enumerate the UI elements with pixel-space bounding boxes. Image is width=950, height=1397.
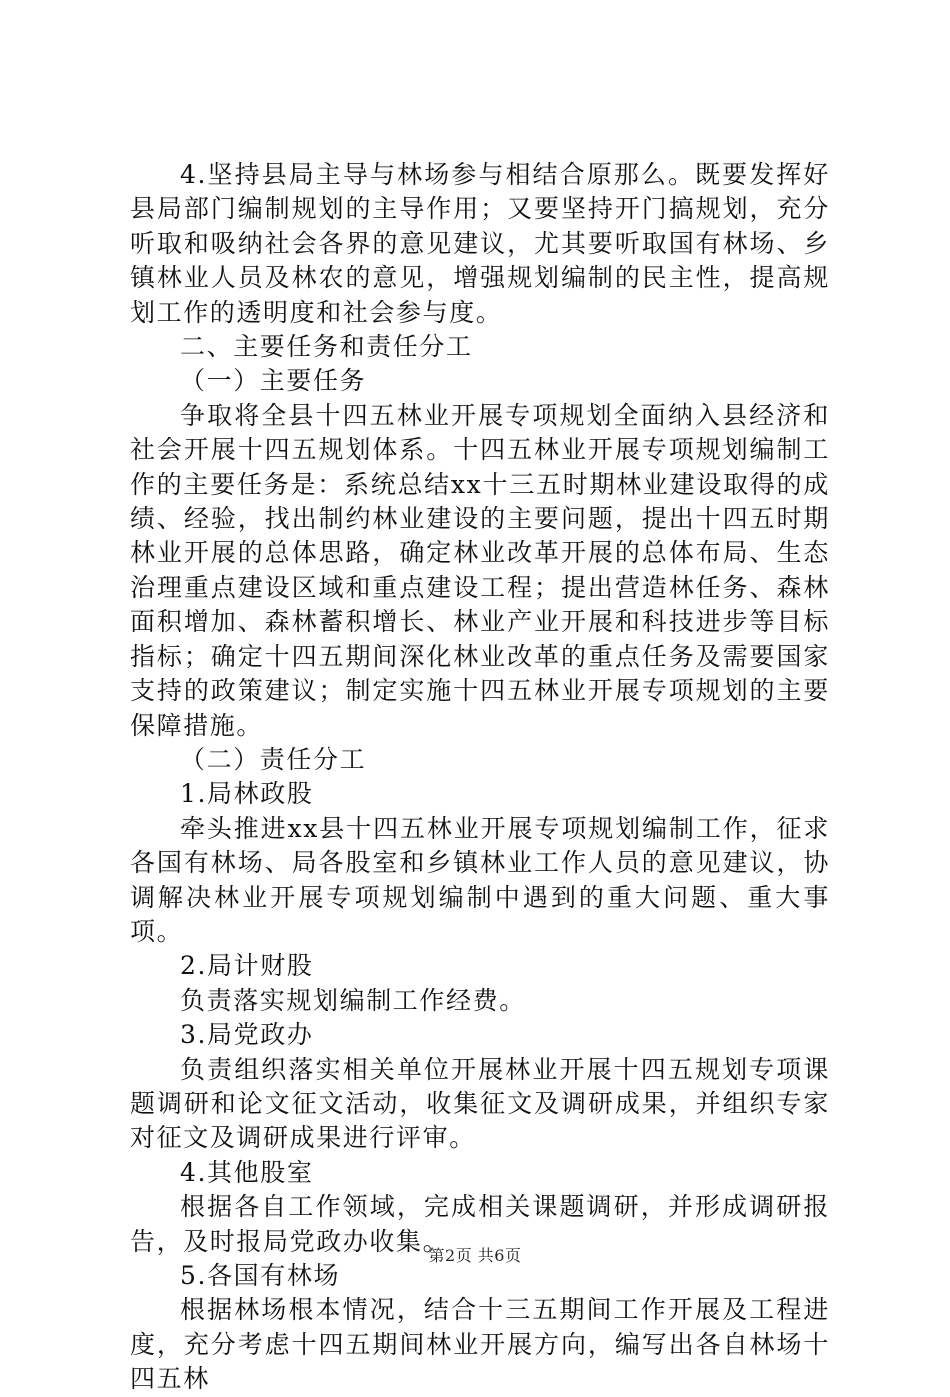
section-heading-2: 二、主要任务和责任分工: [180, 332, 473, 362]
item-body-3: 负责组织落实相关单位开展林业开展十四五规划专项课题调研和论文征文活动，收集征文及调研成果，并组织专家对征文及调研成果进行评审。: [130, 1054, 830, 1153]
item-body-4: 根据各自工作领域，完成相关课题调研，并形成调研报告，及时报局党政办收集。: [130, 1192, 830, 1256]
subheading-responsibility: （二）责任分工: [180, 744, 367, 774]
item-heading-1: 1.局林政股: [180, 779, 314, 809]
page-footer: 第2页 共6页: [428, 1246, 522, 1265]
item-heading-3: 3.局党政办: [180, 1020, 314, 1050]
item-body-5: 根据林场根本情况，结合十三五期间工作开展及工程进度，充分考虑十四五期间林业开展方向，编写出各自林场十四五林: [130, 1295, 830, 1394]
document-body: [130, 158, 830, 1397]
item-heading-2: 2.局计财股: [180, 951, 314, 981]
item-body-2: 负责落实规划编制工作经费。: [180, 985, 526, 1015]
paragraph-principle-4: 4.坚持县局主导与林场参与相结合原那么。既要发挥好县局部门编制规划的主导作用；又要坚持开门搞规划，充分听取和吸纳社会各界的意见建议，尤其要听取国有林场、乡镇林业人员及林农的意见，增强规划编制的民主性，提高规划工作的透明度和社会参与度。: [130, 160, 830, 327]
item-heading-5: 5.各国有林场: [180, 1261, 341, 1290]
item-body-1: 牵头推进xx县十四五林业开展专项规划编制工作，征求各国有林场、局各股室和乡镇林业工作人员的意见建议，协调解决林业开展专项规划编制中遇到的重大问题、重大事项。: [130, 813, 830, 946]
subheading-main-tasks: （一）主要任务: [180, 366, 367, 396]
item-heading-4: 4.其他股室: [180, 1157, 314, 1187]
paragraph-main-tasks: 争取将全县十四五林业开展专项规划全面纳入县经济和社会开展十四五规划体系。十四五林业开展专项规划编制工作的主要任务是：系统总结xx十三五时期林业建设取得的成绩、经验，找出制约林业建设的主要问题，提出十四五时期林业开展的总体思路，确定林业改革开展的总体布局、生态治理重点建设区域和重点建设工程；提出营造林任务、森林面积增加、森林蓄积增长、林业产业开展和科技进步等目标指标；确定十四五期间深化林业改革的重点任务及需要国家支持的政策建议；制定实施十四五林业开展专项规划的主要保障措施。: [130, 400, 830, 740]
